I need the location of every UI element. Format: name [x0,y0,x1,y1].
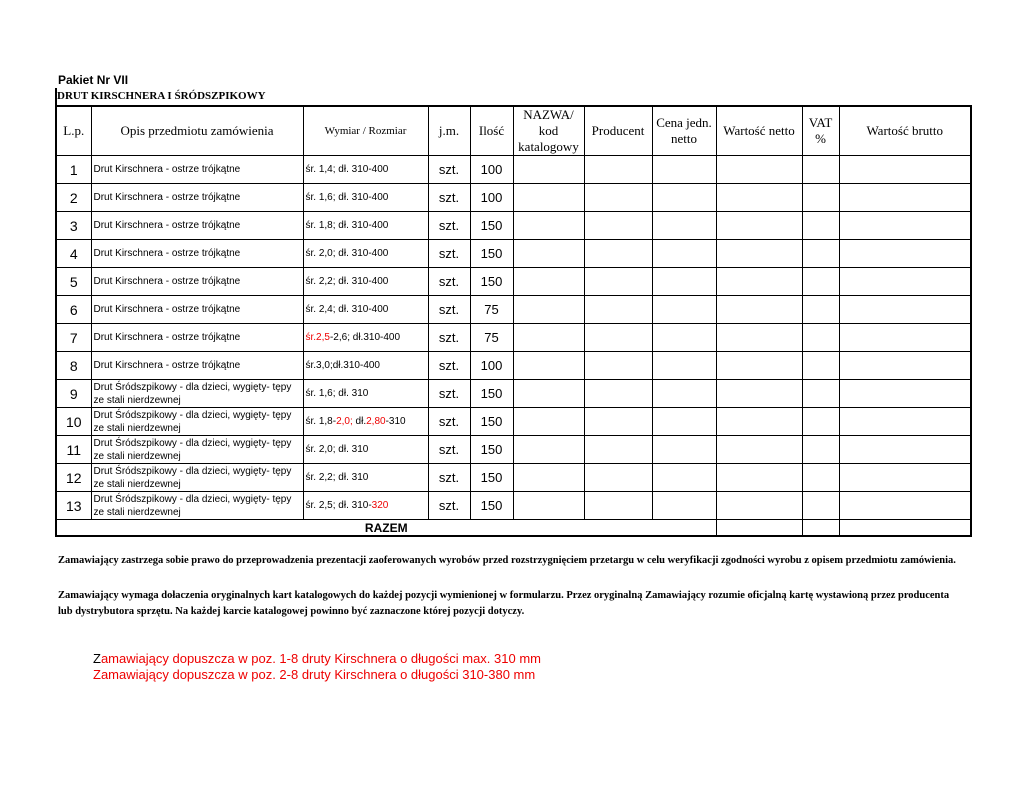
row-vat[interactable] [802,268,839,296]
row-producent[interactable] [584,184,652,212]
row-jm: szt. [428,408,470,436]
row-cena[interactable] [652,184,716,212]
table-row [56,212,971,240]
row-wartosc-netto[interactable] [716,380,802,408]
row-wartosc-netto[interactable] [716,296,802,324]
row-cena[interactable] [652,212,716,240]
row-ilosc: 150 [470,492,513,520]
row-wartosc-brutto[interactable] [839,184,971,212]
row-wymiar-part: śr. 2,2; dł. 310 [305,472,369,483]
header-wartosc-netto: Wartość netto [716,106,802,156]
row-cena[interactable] [652,156,716,184]
header-ilosc: Ilość [470,106,513,156]
row-nazwa[interactable] [513,156,584,184]
total-row [56,520,971,537]
row-opis: Drut Kirschnera - ostrze trójkątne [91,156,303,184]
row-lp: 1 [56,156,91,184]
row-wymiar-part: śr. 2,2; dł. 310-400 [305,276,389,287]
row-vat[interactable] [802,156,839,184]
row-vat[interactable] [802,464,839,492]
row-wartosc-brutto[interactable] [839,408,971,436]
row-wartosc-netto[interactable] [716,184,802,212]
row-jm: szt. [428,436,470,464]
row-wartosc-brutto[interactable] [839,464,971,492]
total-brutto[interactable] [839,520,971,537]
row-wartosc-brutto[interactable] [839,352,971,380]
row-producent[interactable] [584,436,652,464]
table-row [56,156,971,184]
row-jm: szt. [428,464,470,492]
row-nazwa[interactable] [513,268,584,296]
row-jm: szt. [428,324,470,352]
row-wymiar-part: śr. 2,0; dł. 310 [305,444,369,455]
row-wymiar-part: 2,0; [336,416,353,427]
row-lp: 3 [56,212,91,240]
row-ilosc: 75 [470,296,513,324]
row-wymiar-part: śr.2,5 [305,332,330,343]
red-note-2: Zamawiający dopuszcza w poz. 2-8 druty Kirschnera o długości 310-380 mm [93,667,536,682]
row-nazwa[interactable] [513,492,584,520]
row-vat[interactable] [802,324,839,352]
row-wartosc-netto[interactable] [716,408,802,436]
row-lp: 8 [56,352,91,380]
row-producent[interactable] [584,268,652,296]
row-wartosc-netto[interactable] [716,492,802,520]
row-jm: szt. [428,492,470,520]
row-lp: 9 [56,380,91,408]
table-row [56,436,971,464]
row-wymiar-part: śr.3,0;dł.310-400 [305,360,380,371]
row-wartosc-brutto[interactable] [839,380,971,408]
row-ilosc: 75 [470,324,513,352]
row-ilosc: 100 [470,184,513,212]
row-wymiar-part: -310 [385,416,406,427]
row-ilosc: 150 [470,380,513,408]
row-wymiar-part: śr. 2,0; dł. 310-400 [305,248,389,259]
row-wymiar [303,296,428,324]
pakiet-subtitle: DRUT KIRSCHNERA I ŚRÓDSZPIKOWY [57,90,266,102]
row-lp: 5 [56,268,91,296]
row-cena[interactable] [652,408,716,436]
row-producent[interactable] [584,324,652,352]
row-wymiar-part: śr. 1,8; dł. 310-400 [305,220,389,231]
row-wartosc-netto[interactable] [716,464,802,492]
row-wymiar [303,408,428,436]
row-wartosc-brutto[interactable] [839,240,971,268]
table-row [56,492,971,520]
table-row [56,240,971,268]
header-wymiar: Wymiar / Rozmiar [303,106,428,156]
row-nazwa[interactable] [513,464,584,492]
row-ilosc: 150 [470,268,513,296]
red-note-1 [93,651,541,667]
row-ilosc: 150 [470,408,513,436]
row-cena[interactable] [652,492,716,520]
row-cena[interactable] [652,436,716,464]
row-cena[interactable] [652,464,716,492]
row-opis: Drut Śródszpikowy - dla dzieci, wygięty- tępy ze stali nierdzewnej [91,492,303,520]
row-jm: szt. [428,184,470,212]
row-wymiar-part: -2,6; dł.310-400 [329,332,401,343]
header-cena: Cena jedn. netto [652,106,716,156]
row-wartosc-brutto[interactable] [839,324,971,352]
row-ilosc: 100 [470,352,513,380]
row-lp: 4 [56,240,91,268]
row-wymiar-part: śr. 2,4; dł. 310-400 [305,304,389,315]
row-wymiar-part: śr. 2,5; dł. 310- [305,500,372,511]
row-opis: Drut Kirschnera - ostrze trójkątne [91,352,303,380]
row-jm: szt. [428,156,470,184]
row-producent[interactable] [584,352,652,380]
row-wartosc-brutto[interactable] [839,156,971,184]
row-producent[interactable] [584,212,652,240]
row-wartosc-brutto[interactable] [839,296,971,324]
row-lp: 2 [56,184,91,212]
note-presentation: Zamawiający zastrzega sobie prawo do przeprowadzenia prezentacji zaoferowanych wyrobów przed rozstrzygnięciem przetargu w celu weryfikacji zgodności wyrobu z opisem przedmiotu zamówienia. [58,555,956,566]
row-wymiar-part: 2,80 [366,416,386,427]
table-header-row [56,106,971,156]
row-vat[interactable] [802,492,839,520]
header-vat: VAT % [802,106,839,156]
row-producent[interactable] [584,464,652,492]
red-note-1-first-letter: Z [93,651,101,666]
note-catalog-cards: Zamawiający wymaga dołaczenia oryginalnych kart katalogowych do każdej pozycji wymienionej w formularzu. Przez oryginalną Zamawiający rozumie oficjalną kartę wystawioną przez producenta lub dystrybutora sprzętu. Na każdej karcie katalogowej powinno być zaznaczone której pozycji dotyczy. [58,590,950,617]
row-opis: Drut Śródszpikowy - dla dzieci, wygięty- tępy ze stali nierdzewnej [91,380,303,408]
row-wymiar [303,184,428,212]
row-opis: Drut Śródszpikowy - dla dzieci, wygięty- tępy ze stali nierdzewnej [91,436,303,464]
row-cena[interactable] [652,240,716,268]
row-wymiar [303,352,428,380]
header-wartosc-brutto: Wartość brutto [839,106,971,156]
row-wymiar [303,212,428,240]
header-opis: Opis przedmiotu zamówienia [91,106,303,156]
row-lp: 13 [56,492,91,520]
row-wymiar [303,464,428,492]
table-row [56,184,971,212]
row-ilosc: 150 [470,240,513,268]
row-wartosc-netto[interactable] [716,436,802,464]
row-wartosc-netto[interactable] [716,352,802,380]
row-opis: Drut Kirschnera - ostrze trójkątne [91,240,303,268]
row-opis: Drut Kirschnera - ostrze trójkątne [91,184,303,212]
row-wymiar [303,436,428,464]
row-wymiar [303,492,428,520]
row-wymiar-part: śr. 1,6; dł. 310 [305,388,369,399]
row-jm: szt. [428,296,470,324]
row-wartosc-brutto[interactable] [839,212,971,240]
row-vat[interactable] [802,436,839,464]
row-vat[interactable] [802,240,839,268]
row-wymiar [303,268,428,296]
row-ilosc: 150 [470,212,513,240]
row-wymiar-part: dł. [352,416,367,427]
row-vat[interactable] [802,352,839,380]
row-producent[interactable] [584,492,652,520]
row-nazwa[interactable] [513,380,584,408]
row-wartosc-brutto[interactable] [839,492,971,520]
row-wymiar-part: 320 [371,500,389,511]
row-wymiar [303,240,428,268]
table-row [56,352,971,380]
row-wartosc-netto[interactable] [716,324,802,352]
row-nazwa[interactable] [513,184,584,212]
row-wartosc-netto[interactable] [716,240,802,268]
row-wartosc-netto[interactable] [716,212,802,240]
total-netto[interactable] [716,520,802,537]
row-wartosc-brutto[interactable] [839,268,971,296]
total-label: RAZEM [56,520,716,537]
header-producent: Producent [584,106,652,156]
row-nazwa[interactable] [513,240,584,268]
row-jm: szt. [428,268,470,296]
row-nazwa[interactable] [513,408,584,436]
total-vat[interactable] [802,520,839,537]
row-cena[interactable] [652,324,716,352]
row-wymiar [303,380,428,408]
row-nazwa[interactable] [513,352,584,380]
row-opis: Drut Kirschnera - ostrze trójkątne [91,296,303,324]
row-wartosc-brutto[interactable] [839,436,971,464]
row-opis: Drut Kirschnera - ostrze trójkątne [91,268,303,296]
row-producent[interactable] [584,296,652,324]
row-vat[interactable] [802,380,839,408]
header-nazwa: NAZWA/ kod katalogowy [513,106,584,156]
row-producent[interactable] [584,156,652,184]
row-producent[interactable] [584,408,652,436]
table-row [56,324,971,352]
row-opis: Drut Śródszpikowy - dla dzieci, wygięty- tępy ze stali nierdzewnej [91,464,303,492]
row-jm: szt. [428,212,470,240]
row-jm: szt. [428,380,470,408]
pakiet-title: Pakiet Nr VII [58,73,129,87]
row-ilosc: 100 [470,156,513,184]
row-cena[interactable] [652,352,716,380]
table-row [56,380,971,408]
row-producent[interactable] [584,380,652,408]
row-opis: Drut Kirschnera - ostrze trójkątne [91,212,303,240]
row-lp: 6 [56,296,91,324]
row-vat[interactable] [802,184,839,212]
header-jm: j.m. [428,106,470,156]
row-nazwa[interactable] [513,324,584,352]
row-opis: Drut Śródszpikowy - dla dzieci, wygięty- tępy ze stali nierdzewnej [91,408,303,436]
table-row [56,268,971,296]
row-lp: 12 [56,464,91,492]
row-opis: Drut Kirschnera - ostrze trójkątne [91,324,303,352]
row-wymiar-part: śr. 1,8- [305,416,337,427]
row-jm: szt. [428,240,470,268]
row-wymiar [303,156,428,184]
row-wartosc-netto[interactable] [716,268,802,296]
row-lp: 10 [56,408,91,436]
row-vat[interactable] [802,408,839,436]
row-wymiar-part: śr. 1,6; dł. 310-400 [305,192,389,203]
row-ilosc: 150 [470,464,513,492]
red-note-1-text: amawiający dopuszcza w poz. 1-8 druty Kirschnera o długości max. 310 mm [100,651,541,666]
row-nazwa[interactable] [513,436,584,464]
row-lp: 11 [56,436,91,464]
row-lp: 7 [56,324,91,352]
row-cena[interactable] [652,380,716,408]
row-vat[interactable] [802,296,839,324]
row-ilosc: 150 [470,436,513,464]
row-jm: szt. [428,352,470,380]
order-table [55,105,972,537]
row-cena[interactable] [652,268,716,296]
table-row [56,296,971,324]
row-cena[interactable] [652,296,716,324]
row-vat[interactable] [802,212,839,240]
row-wymiar [303,324,428,352]
row-wymiar-part: śr. 1,4; dł. 310-400 [305,164,389,175]
table-row [56,408,971,436]
row-producent[interactable] [584,240,652,268]
row-nazwa[interactable] [513,296,584,324]
row-wartosc-netto[interactable] [716,156,802,184]
table-row [56,464,971,492]
row-nazwa[interactable] [513,212,584,240]
header-lp: L.p. [56,106,91,156]
